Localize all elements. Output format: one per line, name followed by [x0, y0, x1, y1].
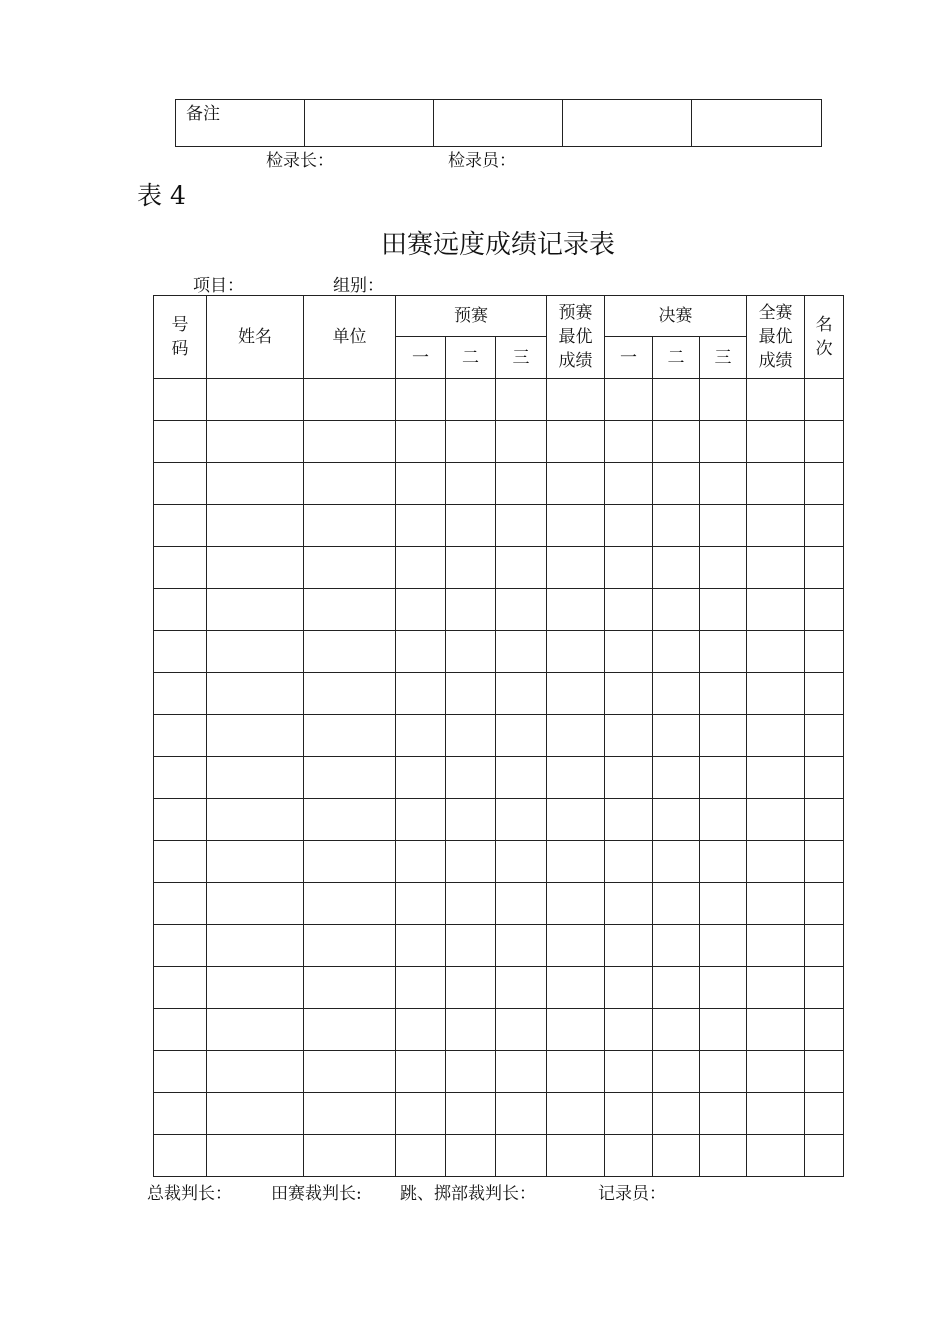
entry-cell[interactable]	[605, 631, 653, 673]
results-table	[153, 295, 844, 1177]
field-referee-label: 田赛裁判长:	[271, 1184, 362, 1204]
entry-cell[interactable]	[653, 673, 700, 715]
table-row	[154, 589, 844, 631]
entry-cell[interactable]	[154, 547, 207, 589]
entry-cell[interactable]	[154, 1135, 207, 1177]
entry-cell[interactable]	[700, 841, 747, 883]
entry-cell[interactable]	[547, 421, 605, 463]
entry-cell[interactable]	[496, 379, 547, 421]
entry-cell[interactable]	[304, 799, 396, 841]
form-title: 田赛远度成绩记录表	[380, 230, 615, 260]
entry-cell[interactable]	[396, 883, 446, 925]
table-row	[154, 883, 844, 925]
remarks-table	[175, 99, 822, 147]
entry-cell[interactable]	[605, 925, 653, 967]
entry-cell[interactable]	[304, 1093, 396, 1135]
entry-cell[interactable]	[496, 673, 547, 715]
results-body	[154, 379, 844, 1177]
entry-cell[interactable]	[747, 1093, 805, 1135]
entry-cell[interactable]	[805, 925, 844, 967]
entry-cell[interactable]	[805, 379, 844, 421]
entry-cell[interactable]	[496, 967, 547, 1009]
entry-cell[interactable]	[605, 505, 653, 547]
entry-cell[interactable]	[304, 673, 396, 715]
entry-cell[interactable]	[700, 967, 747, 1009]
entry-cell[interactable]	[547, 631, 605, 673]
entry-cell[interactable]	[496, 883, 547, 925]
entry-cell[interactable]	[154, 421, 207, 463]
entry-cell[interactable]	[207, 379, 304, 421]
entry-cell[interactable]	[700, 715, 747, 757]
entry-cell[interactable]	[304, 715, 396, 757]
entry-cell[interactable]	[547, 673, 605, 715]
entry-cell[interactable]	[653, 715, 700, 757]
entry-cell[interactable]	[605, 1009, 653, 1051]
entry-cell[interactable]	[446, 1009, 496, 1051]
entry-cell[interactable]	[547, 463, 605, 505]
entry-cell[interactable]	[547, 757, 605, 799]
header-row-top	[154, 296, 844, 337]
entry-cell[interactable]	[446, 1051, 496, 1093]
entry-cell[interactable]	[207, 505, 304, 547]
entry-cell[interactable]	[154, 379, 207, 421]
entry-cell[interactable]	[396, 1009, 446, 1051]
table-row	[154, 715, 844, 757]
entry-cell[interactable]	[700, 379, 747, 421]
entry-cell[interactable]	[805, 715, 844, 757]
entry-cell[interactable]	[700, 1135, 747, 1177]
header-number: 号 码	[154, 296, 207, 379]
entry-cell[interactable]	[446, 1093, 496, 1135]
entry-cell[interactable]	[747, 925, 805, 967]
entry-cell[interactable]	[700, 463, 747, 505]
entry-cell[interactable]	[396, 463, 446, 505]
entry-cell[interactable]	[304, 1009, 396, 1051]
entry-cell[interactable]	[653, 925, 700, 967]
entry-cell[interactable]	[700, 505, 747, 547]
entry-cell[interactable]	[653, 967, 700, 1009]
entry-cell[interactable]	[496, 547, 547, 589]
entry-cell[interactable]	[605, 883, 653, 925]
entry-cell[interactable]	[396, 379, 446, 421]
entry-cell[interactable]	[747, 1009, 805, 1051]
entry-cell[interactable]	[547, 589, 605, 631]
entry-cell[interactable]	[446, 967, 496, 1009]
entry-cell[interactable]	[805, 421, 844, 463]
entry-cell[interactable]	[154, 463, 207, 505]
entry-cell[interactable]	[653, 757, 700, 799]
entry-cell[interactable]	[747, 799, 805, 841]
entry-cell[interactable]	[496, 841, 547, 883]
header-prelim-best: 预赛 最优 成绩	[547, 296, 605, 379]
header-unit: 单位	[304, 296, 396, 379]
entry-cell[interactable]	[207, 547, 304, 589]
entry-cell[interactable]	[700, 883, 747, 925]
entry-cell[interactable]	[446, 547, 496, 589]
entry-cell[interactable]	[700, 1051, 747, 1093]
entry-cell[interactable]	[700, 421, 747, 463]
entry-cell[interactable]	[496, 715, 547, 757]
entry-cell[interactable]	[396, 673, 446, 715]
entry-cell[interactable]	[747, 631, 805, 673]
entry-cell[interactable]	[396, 757, 446, 799]
remarks-cell[interactable]	[692, 100, 822, 147]
entry-cell[interactable]	[396, 799, 446, 841]
remarks-cell[interactable]	[434, 100, 563, 147]
entry-cell[interactable]	[496, 799, 547, 841]
entry-cell[interactable]	[547, 883, 605, 925]
entry-cell[interactable]	[700, 925, 747, 967]
entry-cell[interactable]	[154, 1051, 207, 1093]
table-row	[154, 379, 844, 421]
entry-cell[interactable]	[653, 463, 700, 505]
table-row	[154, 925, 844, 967]
entry-cell[interactable]	[496, 1093, 547, 1135]
entry-cell[interactable]	[700, 799, 747, 841]
checkin-clerk-label: 检录员：	[448, 151, 516, 171]
entry-cell[interactable]	[207, 841, 304, 883]
table-row	[154, 631, 844, 673]
entry-cell[interactable]	[207, 1135, 304, 1177]
entry-cell[interactable]	[605, 1135, 653, 1177]
entry-cell[interactable]	[446, 421, 496, 463]
entry-cell[interactable]	[805, 799, 844, 841]
entry-cell[interactable]	[496, 463, 547, 505]
entry-cell[interactable]	[154, 925, 207, 967]
entry-cell[interactable]	[154, 757, 207, 799]
entry-cell[interactable]	[547, 841, 605, 883]
entry-cell[interactable]	[396, 1051, 446, 1093]
table-number: 表 4	[137, 181, 186, 210]
entry-cell[interactable]	[605, 841, 653, 883]
entry-cell[interactable]	[446, 841, 496, 883]
entry-cell[interactable]	[304, 841, 396, 883]
entry-cell[interactable]	[207, 799, 304, 841]
entry-cell[interactable]	[154, 505, 207, 547]
entry-cell[interactable]	[446, 673, 496, 715]
header-prelim-attempt-2: 二	[446, 337, 496, 379]
entry-cell[interactable]	[547, 1135, 605, 1177]
entry-cell[interactable]	[446, 379, 496, 421]
entry-cell[interactable]	[747, 463, 805, 505]
table-row	[154, 463, 844, 505]
entry-cell[interactable]	[805, 631, 844, 673]
entry-cell[interactable]	[653, 883, 700, 925]
entry-cell[interactable]	[446, 757, 496, 799]
entry-cell[interactable]	[396, 421, 446, 463]
entry-cell[interactable]	[496, 925, 547, 967]
entry-cell[interactable]	[396, 547, 446, 589]
entry-cell[interactable]	[154, 631, 207, 673]
entry-cell[interactable]	[496, 1135, 547, 1177]
entry-cell[interactable]	[207, 631, 304, 673]
entry-cell[interactable]	[396, 589, 446, 631]
entry-cell[interactable]	[547, 967, 605, 1009]
entry-cell[interactable]	[304, 463, 396, 505]
header-name: 姓名	[207, 296, 304, 379]
entry-cell[interactable]	[653, 799, 700, 841]
entry-cell[interactable]	[207, 757, 304, 799]
entry-cell[interactable]	[605, 379, 653, 421]
entry-cell[interactable]	[547, 799, 605, 841]
entry-cell[interactable]	[154, 589, 207, 631]
entry-cell[interactable]	[446, 925, 496, 967]
entry-cell[interactable]	[805, 547, 844, 589]
entry-cell[interactable]	[605, 463, 653, 505]
entry-cell[interactable]	[547, 925, 605, 967]
entry-cell[interactable]	[496, 505, 547, 547]
entry-cell[interactable]	[207, 967, 304, 1009]
entry-cell[interactable]	[605, 967, 653, 1009]
entry-cell[interactable]	[154, 1093, 207, 1135]
entry-cell[interactable]	[396, 715, 446, 757]
entry-cell[interactable]	[304, 589, 396, 631]
checkin-chief-label: 检录长：	[266, 151, 334, 171]
entry-cell[interactable]	[653, 841, 700, 883]
header-final-attempt-1: 一	[605, 337, 653, 379]
entry-cell[interactable]	[653, 1009, 700, 1051]
table-row	[154, 757, 844, 799]
header-prelim-attempt-3: 三	[496, 337, 547, 379]
entry-cell[interactable]	[547, 547, 605, 589]
entry-cell[interactable]	[446, 463, 496, 505]
entry-cell[interactable]	[547, 505, 605, 547]
entry-cell[interactable]	[805, 967, 844, 1009]
table-row	[154, 1093, 844, 1135]
table-row	[154, 841, 844, 883]
entry-cell[interactable]	[304, 1135, 396, 1177]
entry-cell[interactable]	[496, 589, 547, 631]
table-row	[154, 673, 844, 715]
entry-cell[interactable]	[747, 883, 805, 925]
event-label: 项目：	[193, 276, 244, 296]
entry-cell[interactable]	[396, 1093, 446, 1135]
chief-referee-label: 总裁判长：	[147, 1184, 232, 1204]
entry-cell[interactable]	[747, 379, 805, 421]
entry-cell[interactable]	[304, 757, 396, 799]
entry-cell[interactable]	[747, 505, 805, 547]
entry-cell[interactable]	[605, 715, 653, 757]
entry-cell[interactable]	[605, 1093, 653, 1135]
entry-cell[interactable]	[207, 925, 304, 967]
table-row	[154, 967, 844, 1009]
jump-throw-referee-label: 跳、掷部裁判长：	[400, 1184, 536, 1204]
entry-cell[interactable]	[446, 883, 496, 925]
entry-cell[interactable]	[700, 1093, 747, 1135]
entry-cell[interactable]	[747, 841, 805, 883]
entry-cell[interactable]	[396, 1135, 446, 1177]
entry-cell[interactable]	[446, 631, 496, 673]
entry-cell[interactable]	[653, 1051, 700, 1093]
table-row	[154, 1051, 844, 1093]
entry-cell[interactable]	[304, 379, 396, 421]
entry-cell[interactable]	[304, 631, 396, 673]
entry-cell[interactable]	[747, 589, 805, 631]
entry-cell[interactable]	[700, 1009, 747, 1051]
header-prelim: 预赛	[396, 296, 547, 337]
entry-cell[interactable]	[653, 505, 700, 547]
entry-cell[interactable]	[154, 1009, 207, 1051]
entry-cell[interactable]	[653, 1093, 700, 1135]
entry-cell[interactable]	[207, 463, 304, 505]
entry-cell[interactable]	[605, 547, 653, 589]
table-row	[154, 1135, 844, 1177]
entry-cell[interactable]	[700, 757, 747, 799]
entry-cell[interactable]	[747, 1051, 805, 1093]
header-rank: 名 次	[805, 296, 844, 379]
entry-cell[interactable]	[547, 715, 605, 757]
entry-cell[interactable]	[496, 1009, 547, 1051]
recorder-label: 记录员：	[598, 1184, 666, 1204]
entry-cell[interactable]	[304, 967, 396, 1009]
entry-cell[interactable]	[605, 757, 653, 799]
entry-cell[interactable]	[396, 967, 446, 1009]
entry-cell[interactable]	[154, 883, 207, 925]
entry-cell[interactable]	[700, 673, 747, 715]
table-row	[154, 505, 844, 547]
entry-cell[interactable]	[605, 1051, 653, 1093]
entry-cell[interactable]	[396, 841, 446, 883]
header-prelim-attempt-1: 一	[396, 337, 446, 379]
entry-cell[interactable]	[747, 673, 805, 715]
entry-cell[interactable]	[653, 589, 700, 631]
entry-cell[interactable]	[653, 547, 700, 589]
entry-cell[interactable]	[446, 715, 496, 757]
entry-cell[interactable]	[207, 589, 304, 631]
entry-cell[interactable]	[805, 1009, 844, 1051]
entry-cell[interactable]	[747, 757, 805, 799]
entry-cell[interactable]	[207, 1009, 304, 1051]
entry-cell[interactable]	[154, 673, 207, 715]
entry-cell[interactable]	[154, 715, 207, 757]
header-overall-best: 全赛 最优 成绩	[747, 296, 805, 379]
header-final-attempt-3: 三	[700, 337, 747, 379]
entry-cell[interactable]	[605, 589, 653, 631]
entry-cell[interactable]	[700, 547, 747, 589]
entry-cell[interactable]	[154, 799, 207, 841]
entry-cell[interactable]	[396, 631, 446, 673]
remarks-label: 备注	[176, 100, 305, 147]
entry-cell[interactable]	[446, 1135, 496, 1177]
entry-cell[interactable]	[805, 505, 844, 547]
entry-cell[interactable]	[396, 505, 446, 547]
entry-cell[interactable]	[496, 421, 547, 463]
entry-cell[interactable]	[207, 673, 304, 715]
entry-cell[interactable]	[805, 841, 844, 883]
entry-cell[interactable]	[605, 673, 653, 715]
entry-cell[interactable]	[304, 505, 396, 547]
entry-cell[interactable]	[547, 1009, 605, 1051]
entry-cell[interactable]	[547, 379, 605, 421]
entry-cell[interactable]	[304, 925, 396, 967]
entry-cell[interactable]	[747, 421, 805, 463]
entry-cell[interactable]	[805, 1093, 844, 1135]
entry-cell[interactable]	[653, 1135, 700, 1177]
entry-cell[interactable]	[304, 421, 396, 463]
entry-cell[interactable]	[700, 589, 747, 631]
entry-cell[interactable]	[805, 673, 844, 715]
entry-cell[interactable]	[207, 1051, 304, 1093]
entry-cell[interactable]	[805, 1135, 844, 1177]
entry-cell[interactable]	[207, 1093, 304, 1135]
entry-cell[interactable]	[805, 883, 844, 925]
entry-cell[interactable]	[747, 1135, 805, 1177]
entry-cell[interactable]	[446, 799, 496, 841]
table-row	[154, 421, 844, 463]
entry-cell[interactable]	[207, 715, 304, 757]
entry-cell[interactable]	[496, 631, 547, 673]
entry-cell[interactable]	[304, 883, 396, 925]
entry-cell[interactable]	[805, 757, 844, 799]
remarks-cell[interactable]	[305, 100, 434, 147]
entry-cell[interactable]	[547, 1051, 605, 1093]
entry-cell[interactable]	[747, 967, 805, 1009]
entry-cell[interactable]	[304, 547, 396, 589]
table-row	[154, 1009, 844, 1051]
header-final-attempt-2: 二	[653, 337, 700, 379]
entry-cell[interactable]	[605, 799, 653, 841]
entry-cell[interactable]	[496, 757, 547, 799]
header-final: 决赛	[605, 296, 747, 337]
remarks-row	[176, 100, 822, 147]
entry-cell[interactable]	[805, 589, 844, 631]
entry-cell[interactable]	[747, 547, 805, 589]
entry-cell[interactable]	[605, 421, 653, 463]
table-row	[154, 547, 844, 589]
entry-cell[interactable]	[207, 883, 304, 925]
remarks-cell[interactable]	[563, 100, 692, 147]
entry-cell[interactable]	[547, 1093, 605, 1135]
entry-cell[interactable]	[805, 463, 844, 505]
entry-cell[interactable]	[446, 505, 496, 547]
entry-cell[interactable]	[805, 1051, 844, 1093]
entry-cell[interactable]	[207, 421, 304, 463]
entry-cell[interactable]	[653, 421, 700, 463]
table-row	[154, 799, 844, 841]
entry-cell[interactable]	[653, 379, 700, 421]
group-label: 组别：	[333, 276, 384, 296]
entry-cell[interactable]	[747, 715, 805, 757]
entry-cell[interactable]	[446, 589, 496, 631]
entry-cell[interactable]	[496, 1051, 547, 1093]
entry-cell[interactable]	[396, 925, 446, 967]
entry-cell[interactable]	[154, 841, 207, 883]
entry-cell[interactable]	[653, 631, 700, 673]
entry-cell[interactable]	[154, 967, 207, 1009]
entry-cell[interactable]	[700, 631, 747, 673]
entry-cell[interactable]	[304, 1051, 396, 1093]
